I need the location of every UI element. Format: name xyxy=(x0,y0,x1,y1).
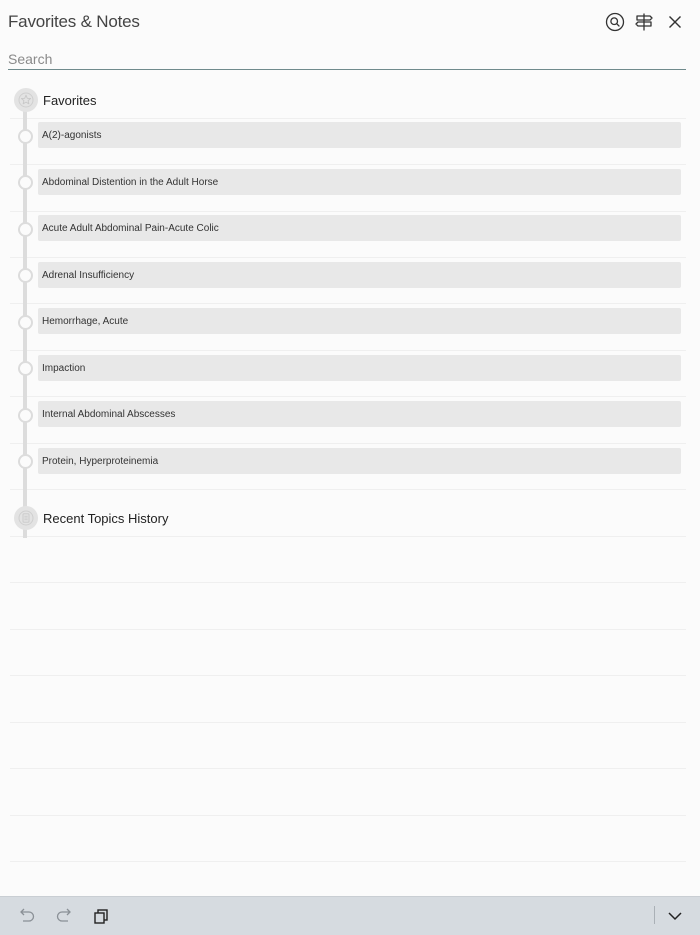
favorite-item-label: Hemorrhage, Acute xyxy=(42,315,129,327)
favorites-heading: Favorites xyxy=(43,93,97,108)
timeline-node xyxy=(18,454,33,469)
timeline-node xyxy=(18,408,33,423)
favorite-item[interactable] xyxy=(38,308,681,334)
bottom-toolbar xyxy=(0,896,700,935)
timeline-node xyxy=(18,315,33,330)
page-title: Favorites & Notes xyxy=(8,12,140,31)
favorite-item-label: Acute Adult Abdominal Pain-Acute Colic xyxy=(42,222,219,234)
favorite-item-label: A(2)-agonists xyxy=(42,129,102,141)
header xyxy=(0,0,700,46)
favorite-item[interactable] xyxy=(38,262,681,288)
chevron-down-icon[interactable] xyxy=(665,906,685,926)
signpost-icon[interactable] xyxy=(634,12,654,32)
favorite-item-label: Internal Abdominal Abscesses xyxy=(42,408,176,420)
favorite-item[interactable] xyxy=(38,169,681,195)
favorite-item-label: Protein, Hyperproteinemia xyxy=(42,455,159,467)
favorite-item-label: Adrenal Insufficiency xyxy=(42,269,135,281)
search-input[interactable] xyxy=(8,49,686,69)
recent-topics-heading[interactable]: Recent Topics History xyxy=(43,511,169,526)
search-circle-icon[interactable] xyxy=(605,12,625,32)
search-field xyxy=(8,49,686,70)
timeline-node xyxy=(18,268,33,283)
close-icon[interactable] xyxy=(665,12,685,32)
undo-icon[interactable] xyxy=(17,906,37,926)
favorite-item[interactable] xyxy=(38,448,681,474)
favorite-item-label: Impaction xyxy=(42,362,86,374)
favorite-item[interactable] xyxy=(38,122,681,148)
favorite-item[interactable] xyxy=(38,401,681,427)
favorite-item[interactable] xyxy=(38,355,681,381)
timeline-node xyxy=(18,361,33,376)
timeline-node xyxy=(18,129,33,144)
favorite-item-label: Abdominal Distention in the Adult Horse xyxy=(42,176,219,188)
document-icon xyxy=(14,506,38,530)
toolbar-divider xyxy=(654,906,655,924)
redo-icon[interactable] xyxy=(54,906,74,926)
favorite-item[interactable] xyxy=(38,215,681,241)
timeline-node xyxy=(18,175,33,190)
timeline-node xyxy=(18,222,33,237)
star-icon xyxy=(14,88,38,112)
copy-icon[interactable] xyxy=(91,906,111,926)
